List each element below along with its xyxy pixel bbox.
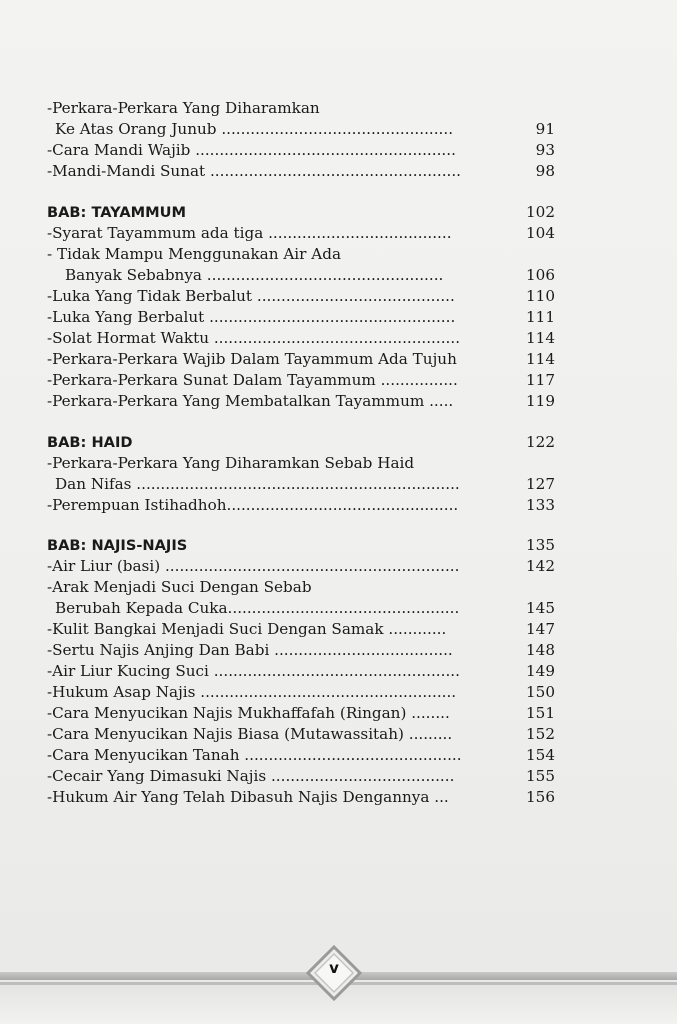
- toc-entry: [47, 453, 555, 474]
- toc-entry-page: 114: [526, 350, 555, 368]
- toc-entry-text: -Hukum Air Yang Telah Dibasuh Najis Dengannya ...: [47, 788, 449, 806]
- toc-entry: [47, 328, 555, 349]
- toc-entry-page: 114: [526, 329, 555, 347]
- toc-entry-page: 147: [526, 620, 555, 638]
- toc-entry-text: Ke Atas Orang Junub ................................................: [55, 120, 454, 138]
- toc-entry: [47, 682, 555, 703]
- toc-entry-page: 119: [526, 392, 555, 410]
- toc-entry-page: 152: [526, 725, 555, 743]
- toc-entry-page: 133: [526, 496, 555, 514]
- toc-entry-page: 111: [526, 308, 555, 326]
- toc-entry-text: -Syarat Tayammum ada tiga ......................................: [47, 224, 452, 242]
- toc-entry-text: -Cara Menyucikan Najis Mukhaffafah (Ringan) ........: [47, 704, 450, 722]
- toc-entry: [47, 119, 555, 140]
- toc-entry-text: -Kulit Bangkai Menjadi Suci Dengan Samak ............: [47, 620, 447, 638]
- toc-entry: [47, 265, 555, 286]
- toc-entry: [47, 640, 555, 661]
- toc-entry-page: 145: [526, 599, 555, 617]
- toc-entry-page: 148: [526, 641, 555, 659]
- toc-entry-page: 110: [526, 287, 555, 305]
- toc-entry-text: -Cara Menyucikan Tanah .............................................: [47, 746, 462, 764]
- toc-entry-text: -Perempuan Istihadhoh................................................: [47, 496, 459, 514]
- toc-entry: [47, 286, 555, 307]
- toc-entry: [47, 661, 555, 682]
- chapter-heading-page: 135: [526, 536, 555, 554]
- toc-entry-text: -Luka Yang Tidak Berbalut .........................................: [47, 287, 455, 305]
- toc-entry-page: 91: [535, 120, 555, 138]
- toc-entry-text: -Perkara-Perkara Yang Diharamkan: [47, 99, 320, 117]
- toc-entry-text: Banyak Sebabnya .................................................: [65, 266, 444, 284]
- toc-entry: [47, 495, 555, 516]
- toc-entry: [47, 244, 555, 265]
- toc-entry-page: 150: [526, 683, 555, 701]
- toc-entry: [47, 703, 555, 724]
- toc-entry: [47, 391, 555, 412]
- toc-entry-text: -Air Liur Kucing Suci ...................................................: [47, 662, 460, 680]
- toc-entry-page: 151: [526, 704, 555, 722]
- toc-entry-text: -Luka Yang Berbalut ...................................................: [47, 308, 456, 326]
- page-number-badge: [306, 945, 362, 1001]
- toc-entry-text: -Solat Hormat Waktu ...................................................: [47, 329, 461, 347]
- chapter-heading-page: 122: [526, 433, 555, 451]
- toc-entry-text: -Perkara-Perkara Wajib Dalam Tayammum Ada Tujuh: [47, 350, 457, 368]
- toc-entry-text: Berubah Kepada Cuka................................................: [55, 599, 460, 617]
- toc-entry: [47, 745, 555, 766]
- toc-entry-page: 142: [526, 557, 555, 575]
- toc-entry-text: -Cara Menyucikan Najis Biasa (Mutawassitah) .........: [47, 725, 453, 743]
- toc-entry-text: -Mandi-Mandi Sunat ....................................................: [47, 162, 462, 180]
- toc-entry: [47, 577, 555, 598]
- toc-entry-text: -Arak Menjadi Suci Dengan Sebab: [47, 578, 312, 596]
- toc-entry: [47, 307, 555, 328]
- toc-entry: [47, 98, 555, 119]
- toc-entry-text: - Tidak Mampu Menggunakan Air Ada: [47, 245, 341, 263]
- page-number: v: [329, 959, 339, 977]
- toc-entry-text: -Cara Mandi Wajib ......................................................: [47, 141, 456, 159]
- chapter-heading-page: 102: [526, 203, 555, 221]
- toc-entry-text: -Hukum Asap Najis .....................................................: [47, 683, 457, 701]
- toc-entry-text: -Perkara-Perkara Yang Diharamkan Sebab Haid: [47, 454, 415, 472]
- toc-entry-text: -Cecair Yang Dimasuki Najis ......................................: [47, 767, 455, 785]
- toc-entry-page: 127: [526, 475, 555, 493]
- toc-entry: [47, 766, 555, 787]
- chapter-heading-text: BAB: NAJIS-NAJIS: [47, 537, 188, 554]
- toc-entry: [47, 724, 555, 745]
- toc-entry: [47, 161, 555, 182]
- toc-entry-page: 98: [535, 162, 555, 180]
- chapter-heading-najis: [47, 535, 555, 556]
- toc-entry-page: 106: [526, 266, 555, 284]
- toc-entry: [47, 474, 555, 495]
- chapter-heading-tayammum: [47, 202, 555, 223]
- toc-entry: [47, 619, 555, 640]
- toc-entry-page: 149: [526, 662, 555, 680]
- toc-entry: [47, 370, 555, 391]
- section-spacer: [47, 412, 555, 432]
- toc-entry: [47, 787, 555, 808]
- toc-entry-page: 155: [526, 767, 555, 785]
- toc-entry-text: -Perkara-Perkara Sunat Dalam Tayammum ................: [47, 371, 458, 389]
- section-spacer: [47, 182, 555, 202]
- toc-entry-page: 104: [526, 224, 555, 242]
- toc-entry: [47, 598, 555, 619]
- chapter-heading-haid: [47, 432, 555, 453]
- toc-entry: [47, 349, 555, 370]
- toc-entry-page: 117: [526, 371, 555, 389]
- toc-entry-text: -Sertu Najis Anjing Dan Babi .....................................: [47, 641, 453, 659]
- toc-entry-text: -Air Liur (basi) .............................................................: [47, 557, 460, 575]
- section-spacer: [47, 516, 555, 535]
- toc-entry: [47, 556, 555, 577]
- chapter-heading-text: BAB: HAID: [47, 434, 133, 451]
- chapter-heading-text: BAB: TAYAMMUM: [47, 204, 187, 221]
- toc-entry: [47, 140, 555, 161]
- toc-entry-text: Dan Nifas ...................................................................: [55, 475, 460, 493]
- toc-entry-page: 93: [535, 141, 555, 159]
- toc-entry-page: 154: [526, 746, 555, 764]
- toc-entry-page: 156: [526, 788, 555, 806]
- table-of-contents: [47, 98, 555, 808]
- toc-entry: [47, 223, 555, 244]
- toc-entry-text: -Perkara-Perkara Yang Membatalkan Tayammum .....: [47, 392, 454, 410]
